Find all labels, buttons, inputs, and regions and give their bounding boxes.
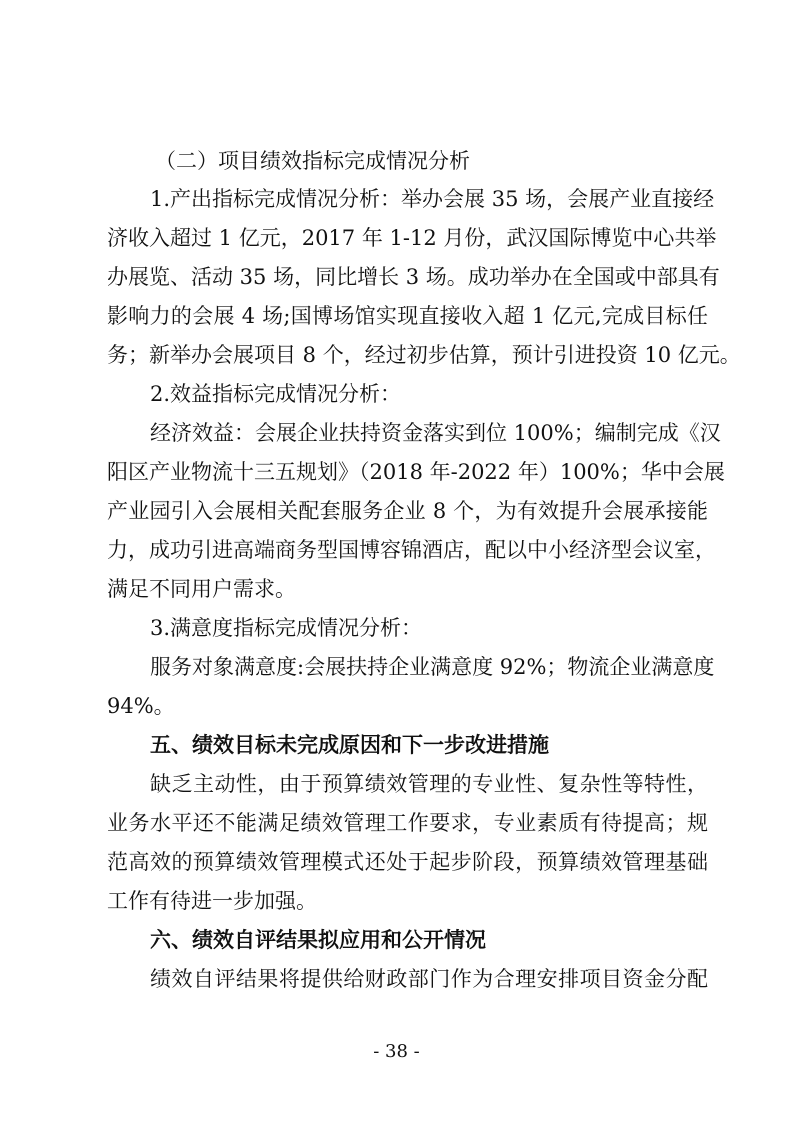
subsection-heading: （二）项目绩效指标完成情况分析 [155, 149, 470, 173]
paragraph-line: 影响力的会展 4 场;国博场馆实现直接收入超 1 亿元,完成目标任 [107, 304, 708, 328]
paragraph-line: 务；新举办会展项目 8 个，经过初步估算，预计引进投资 10 亿元。 [107, 343, 741, 367]
paragraph-line: 业务水平还不能满足绩效管理工作要求，专业素质有待提高；规 [107, 811, 708, 835]
paragraph-line: 绩效自评结果将提供给财政部门作为合理安排项目资金分配 [150, 967, 708, 991]
paragraph-line: 产业园引入会展相关配套服务企业 8 个，为有效提升会展承接能 [107, 499, 708, 523]
paragraph-line: 2.效益指标完成情况分析： [150, 382, 402, 406]
paragraph-line: 服务对象满意度:会展扶持企业满意度 92%；物流企业满意度 [150, 655, 715, 679]
section-heading: 六、绩效自评结果拟应用和公开情况 [150, 928, 486, 952]
paragraph-line: 经济效益：会展企业扶持资金落实到位 100%；编制完成《汉 [150, 421, 721, 445]
paragraph-line: 济收入超过 1 亿元，2017 年 1-12 月份，武汉国际博览中心共举 [107, 226, 717, 250]
section-heading: 五、绩效目标未完成原因和下一步改进措施 [150, 733, 549, 757]
paragraph-line: 阳区产业物流十三五规划》（2018 年-2022 年）100%；华中会展 [107, 460, 725, 484]
paragraph-line: 缺乏主动性，由于预算绩效管理的专业性、复杂性等特性， [150, 772, 708, 796]
paragraph-line: 1.产出指标完成情况分析：举办会展 35 场，会展产业直接经 [150, 187, 715, 211]
paragraph-line: 满足不同用户需求。 [107, 577, 296, 601]
paragraph-line: 范高效的预算绩效管理模式还处于起步阶段，预算绩效管理基础 [107, 850, 708, 874]
paragraph-line: 94%。 [107, 694, 175, 718]
paragraph-line: 工作有待进一步加强。 [107, 889, 317, 913]
paragraph-line: 力，成功引进高端商务型国博容锦酒店，配以中小经济型会议室， [107, 538, 716, 562]
paragraph-line: 3.满意度指标完成情况分析： [150, 616, 423, 640]
paragraph-line: 办展览、活动 35 场，同比增长 3 场。成功举办在全国或中部具有 [107, 265, 720, 289]
page-number: - 38 - [373, 1041, 420, 1062]
